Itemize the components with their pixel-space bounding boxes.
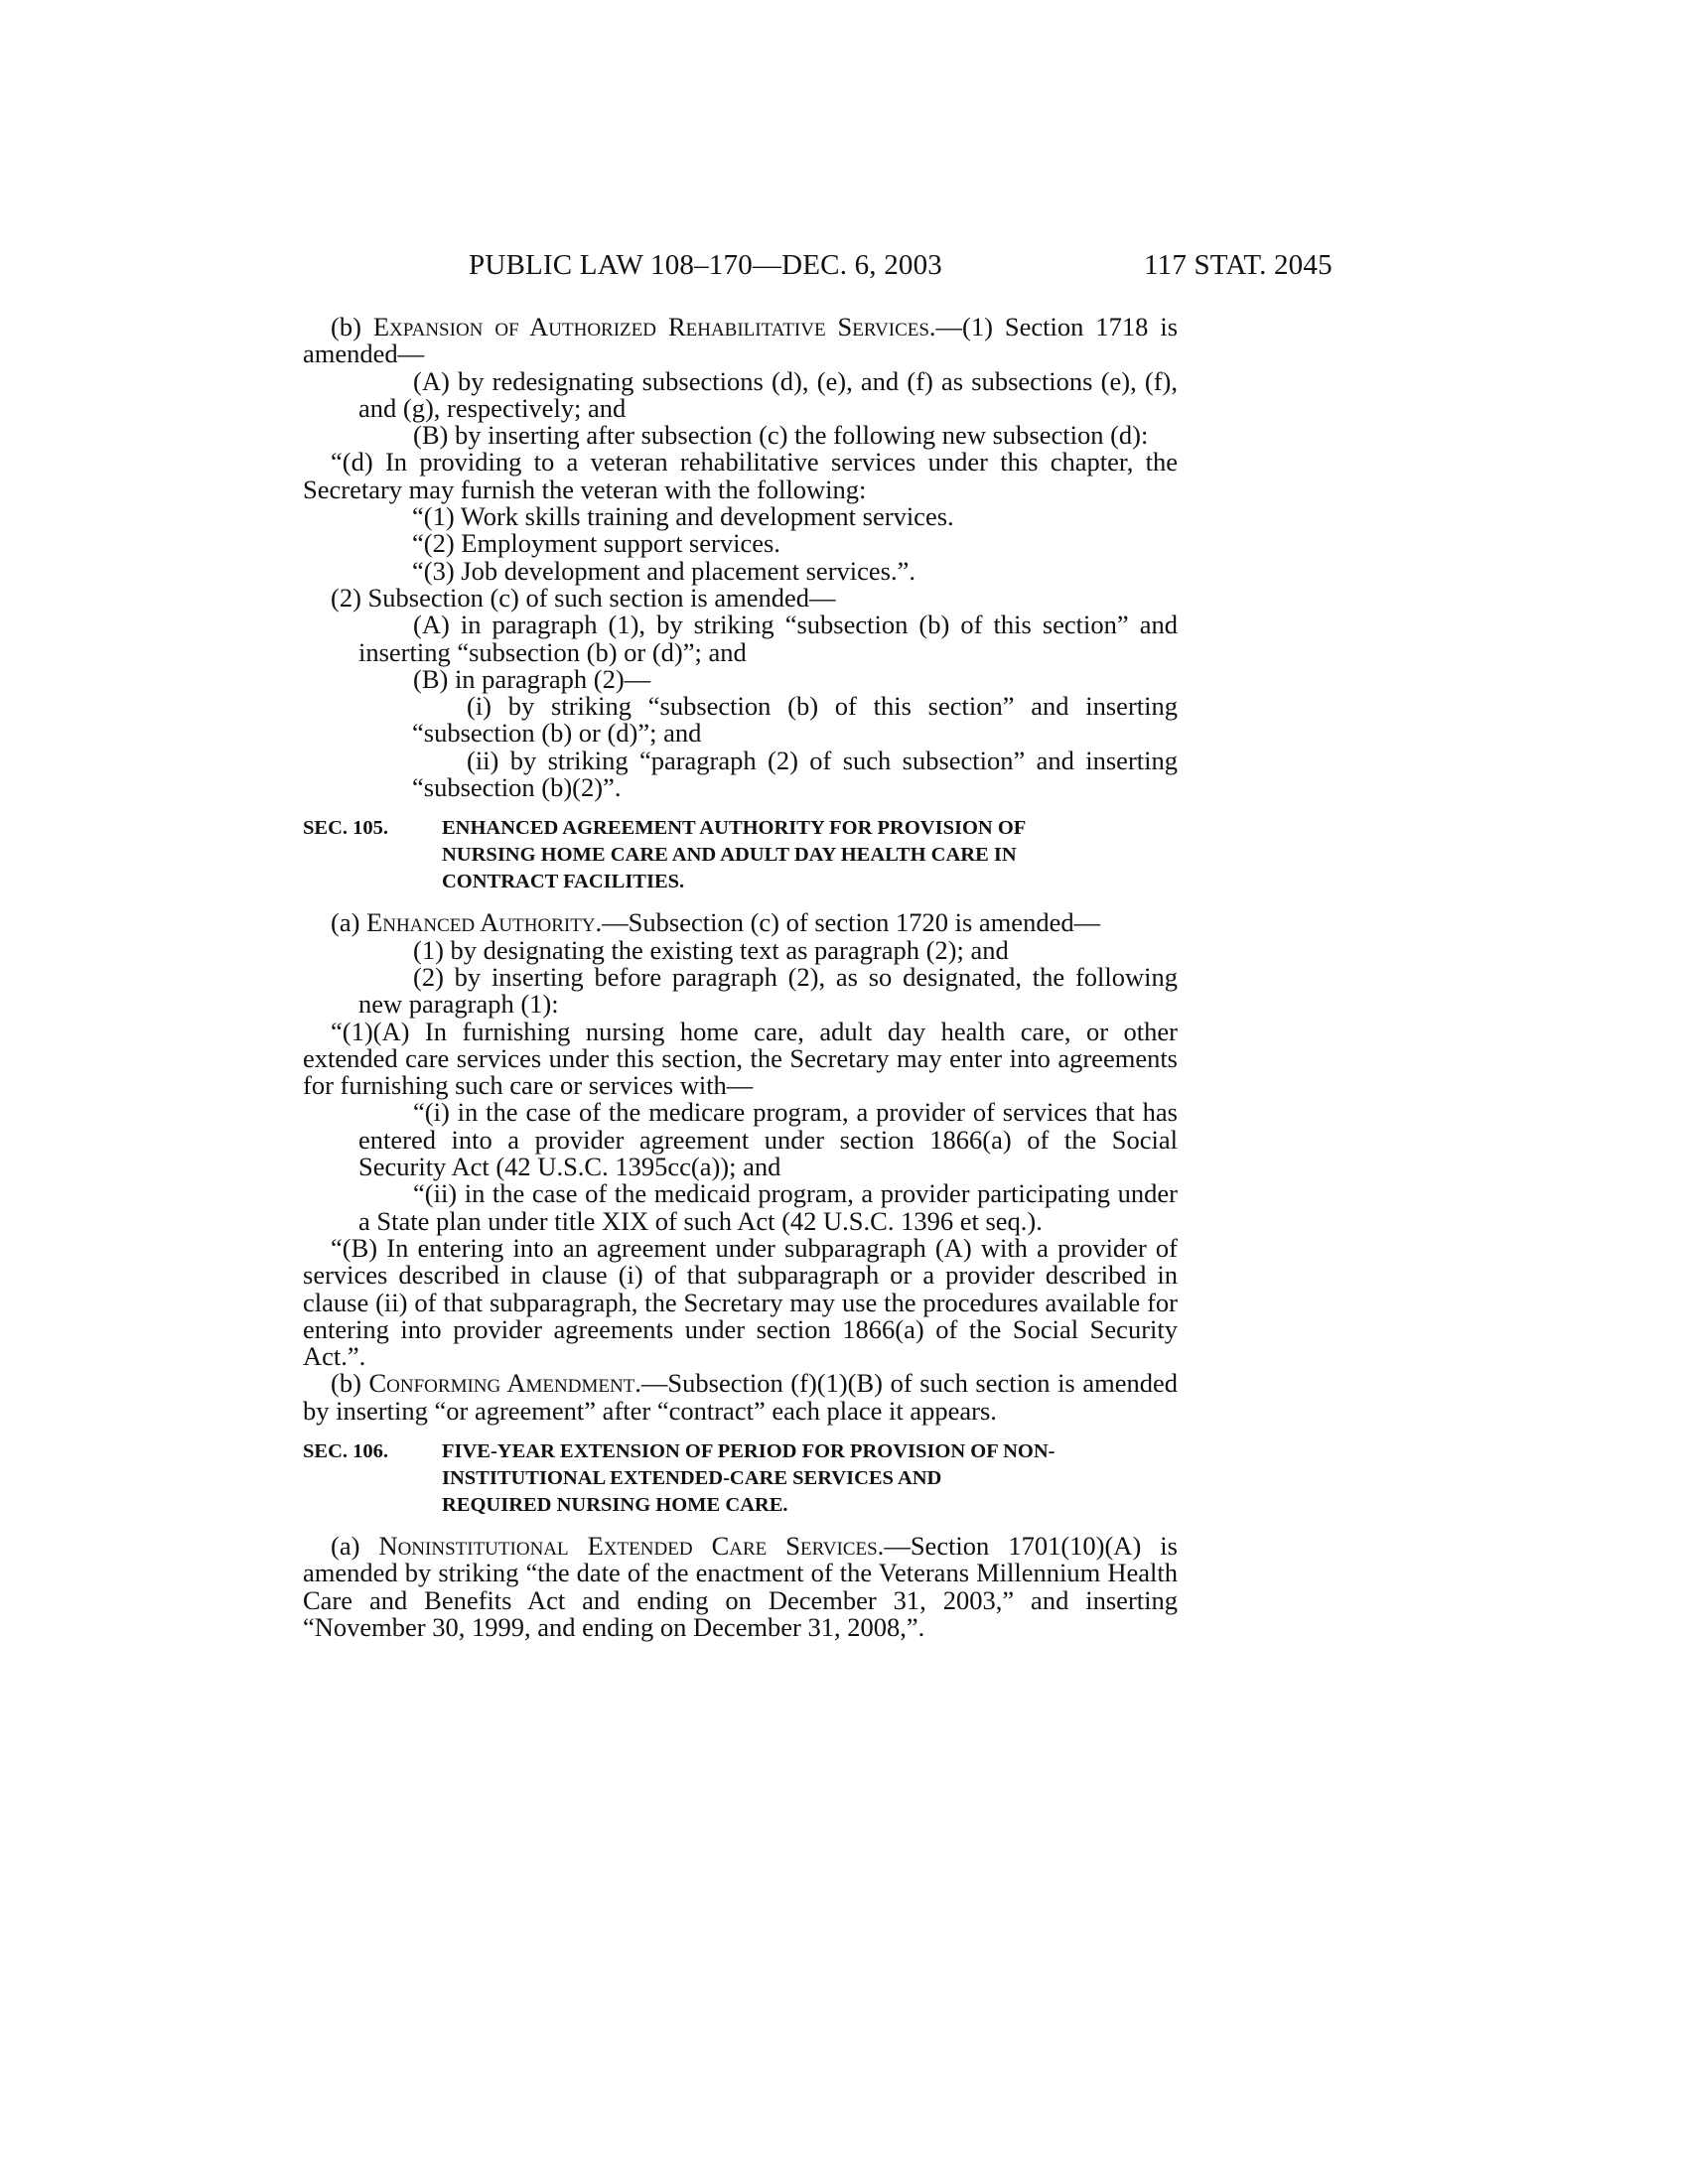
paragraph-a-noninstitutional [303, 1530, 1178, 1642]
paragraph-heading: Noninstitutional Extended Care Services. [378, 1530, 885, 1561]
quoted-paragraph-1a: “(1)(A) In furnishing nursing home care, adult day health care, or other extended care services under this section, the Secretary may enter into agreements for furnishing such care or services with— [303, 1016, 1178, 1101]
paragraph-label: (a) [331, 907, 367, 938]
paragraph-a-enhanced-authority [303, 909, 1178, 936]
quoted-item-2: “(2) Employment support services. [412, 528, 780, 559]
paragraph-label: (a) [331, 1530, 379, 1561]
quoted-subparagraph-b: “(B) In entering into an agreement under subparagraph (A) with a provider of services described in clause (i) of that subparagraph or a provider described in clause (ii) of that subparagraph, the Secretary may use the procedures available for entering into provider agreements under section 1866(a) of the Social Security Act.”. [303, 1232, 1178, 1372]
document-body [303, 314, 1178, 1641]
paragraph-b-expansion [303, 314, 1178, 368]
section-title-line: FIVE-YEAR EXTENSION OF PERIOD FOR PROVISION OF NON- [442, 1439, 1055, 1462]
clause-b-paragraph-2: (B) in paragraph (2)— [413, 663, 651, 694]
subclause-i: (i) by striking “subsection (b) of this section” and inserting “subsection (b) or (d)”; and [412, 691, 1178, 749]
paragraph-text: —Section 1701(10)(A) is amended by striking “the date of the enactment of the Veterans Millennium Health Care and Benefits Act and ending on December 31, 2003,” and inserting “November 30, 1999, and ending on December 31, 2008,”. [303, 1530, 1178, 1642]
page-header [0, 247, 1688, 283]
quoted-clause-i-medicare: “(i) in the case of the medicare program, a provider of services that has entered into a provider agreement under section 1866(a) of the Social Security Act (42 U.S.C. 1395cc(a)); and [358, 1097, 1178, 1182]
clause-a-redesignating: (A) by redesignating subsections (d), (e), and (f) as subsections (e), (f), and (g), respectively; and [358, 365, 1178, 423]
section-title-line: ENHANCED AGREEMENT AUTHORITY FOR PROVISION OF [442, 817, 1027, 840]
paragraph-label: (b) [331, 312, 373, 341]
paragraph-label: (b) [331, 1368, 369, 1399]
quoted-item-1: “(1) Work skills training and development services. [412, 501, 954, 532]
paragraph-text: —Subsection (f)(1)(B) of such section is amended by inserting “or agreement” after “contract” each place it appears. [303, 1368, 1178, 1426]
paragraph-text: —(1) Section 1718 is amended— [303, 312, 1179, 369]
clause-2-inserting: (2) by inserting before paragraph (2), as so designated, the following new paragraph (1): [358, 961, 1178, 1020]
section-title-line: CONTRACT FACILITIES. [442, 871, 685, 893]
section-number: SEC. 105. [303, 817, 389, 840]
paragraph-2-subsection-c: (2) Subsection (c) of such section is amended— [331, 582, 836, 613]
quoted-item-3: “(3) Job development and placement services.”. [412, 555, 915, 586]
clause-a-paragraph-1: (A) in paragraph (1), by striking “subsection (b) of this section” and inserting “subsection (b) or (d)”; and [358, 610, 1178, 667]
paragraph-text: —Subsection (c) of section 1720 is amended— [602, 907, 1101, 938]
section-title-line: NURSING HOME CARE AND ADULT DAY HEALTH CARE IN [442, 844, 1017, 867]
running-head-page-number: 117 STAT. 2045 [1144, 249, 1333, 281]
subclause-ii: (ii) by striking “paragraph (2) of such subsection” and inserting “subsection (b)(2)”. [412, 745, 1178, 803]
section-105-heading [303, 815, 1178, 895]
section-title-line: INSTITUTIONAL EXTENDED-CARE SERVICES AND [442, 1466, 942, 1489]
paragraph-heading: Conforming Amendment. [368, 1368, 641, 1399]
quoted-subsection-d: “(d) In providing to a veteran rehabilitative services under this chapter, the Secretary may furnish the veteran with the following: [303, 447, 1178, 504]
paragraph-heading: Expansion of Authorized Rehabilitative Services. [372, 312, 936, 341]
quoted-clause-ii-medicaid: “(ii) in the case of the medicaid program, a provider participating under a State plan under title XIX of such Act (42 U.S.C. 1396 et seq.). [358, 1178, 1178, 1236]
paragraph-b-conforming-amendment [303, 1370, 1178, 1425]
section-106-heading [303, 1438, 1178, 1519]
clause-1-designating: (1) by designating the existing text as paragraph (2); and [413, 934, 1009, 965]
running-head-title: PUBLIC LAW 108–170—DEC. 6, 2003 [469, 249, 943, 281]
section-number: SEC. 106. [303, 1439, 389, 1462]
section-title-line: REQUIRED NURSING HOME CARE. [442, 1493, 788, 1516]
paragraph-heading: Enhanced Authority. [366, 907, 603, 938]
clause-b-inserting: (B) by inserting after subsection (c) the following new subsection (d): [413, 420, 1149, 451]
